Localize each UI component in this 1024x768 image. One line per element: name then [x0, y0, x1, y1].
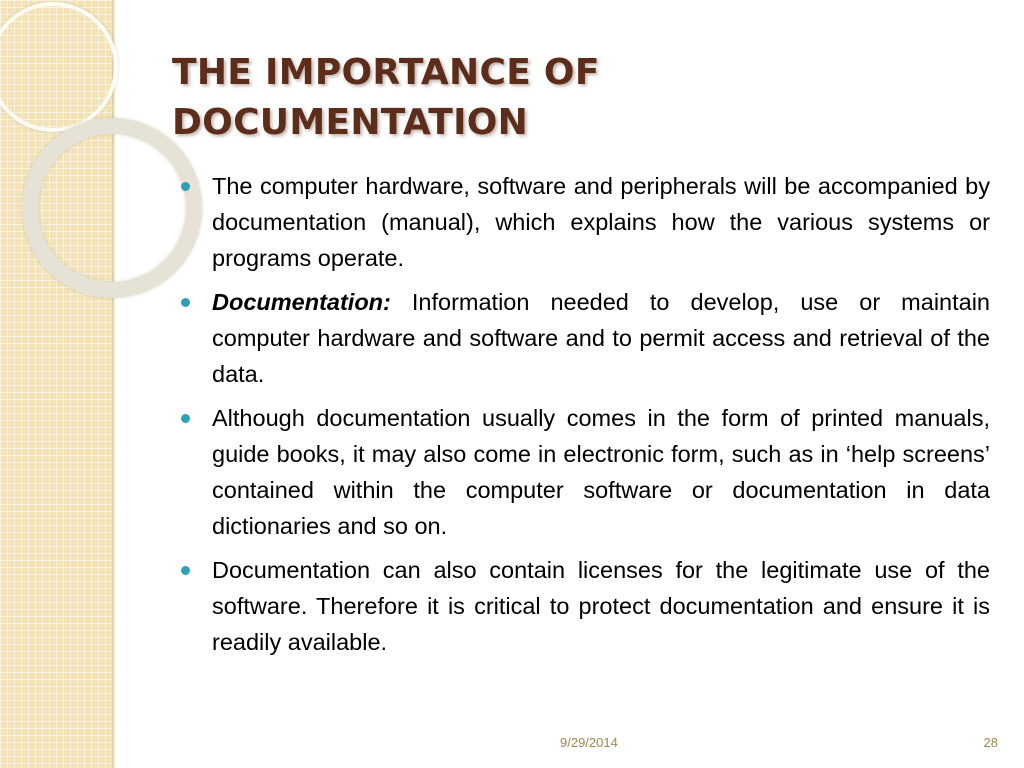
footer-date: 9/29/2014: [560, 735, 618, 750]
slide-title-line-1: THE IMPORTANCE OF: [172, 52, 600, 93]
bullet-dot-icon: [181, 414, 190, 423]
bullet-text: Information needed to develop, use or maintain computer hardware and software and to permit access and retrieval of the data.: [212, 289, 990, 387]
page-number: 28: [983, 735, 998, 750]
bullet-list: [178, 168, 990, 668]
bullet-item: [178, 552, 990, 660]
bullet-item: [178, 400, 990, 544]
bullet-dot-icon: [181, 566, 190, 575]
slide-title-line-2: DOCUMENTATION: [172, 102, 529, 143]
bullet-text: Documentation can also contain licenses for the legitimate use of the software. Therefore it is critical to protect documentation and ensure it is readily available.: [212, 557, 990, 655]
bullet-text: The computer hardware, software and peripherals will be accompanied by documentation (manual), which explains how the various systems or programs operate.: [212, 173, 990, 271]
bullet-term: Documentation:: [212, 289, 391, 315]
side-panel-edge: [112, 0, 115, 768]
bullet-item: [178, 284, 990, 392]
bullet-dot-icon: [181, 182, 190, 191]
slide-title: [172, 48, 992, 148]
bullet-text: Although documentation usually comes in the form of printed manuals, guide books, it may also come in electronic form, such as in ‘help screens’ contained within the computer software or documentation in data dictionaries and so on.: [212, 405, 990, 539]
bullet-item: [178, 168, 990, 276]
bullet-dot-icon: [181, 298, 190, 307]
